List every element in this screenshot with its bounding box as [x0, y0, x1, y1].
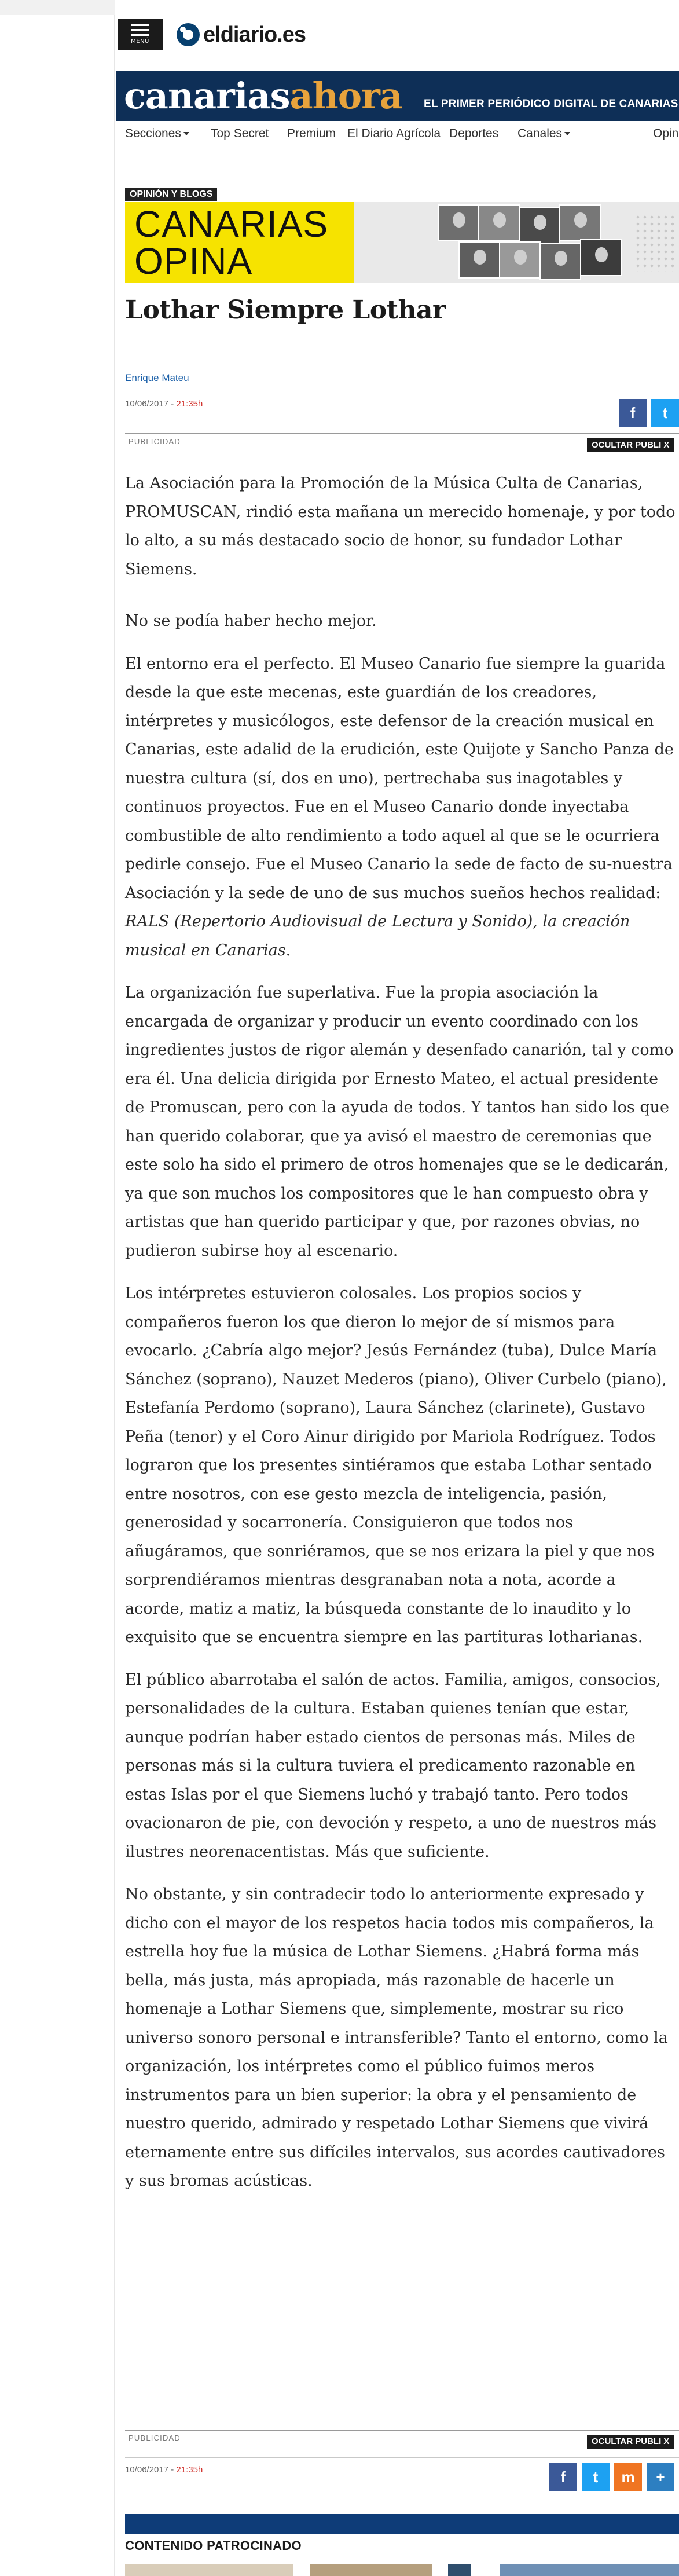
left-top-bar: [0, 0, 115, 15]
nav-item-opinion[interactable]: Opin: [653, 127, 679, 140]
left-gutter: [0, 0, 115, 2576]
nav-item-top-secret[interactable]: Top Secret: [211, 127, 269, 140]
meneame-share-button[interactable]: m: [614, 2463, 642, 2491]
banner-portraits: [438, 204, 623, 281]
menu-button[interactable]: [118, 19, 163, 50]
portrait-image: [499, 241, 541, 279]
sponsored-thumbnail[interactable]: [310, 2564, 432, 2576]
facebook-share-button[interactable]: f: [549, 2463, 577, 2491]
ad-label: PUBLICIDAD: [129, 2434, 181, 2442]
portrait-image: [580, 239, 622, 276]
ad-divider: [125, 433, 679, 434]
date-text: 10/06/2017 -: [125, 399, 177, 409]
sponsored-bar: [125, 2514, 679, 2534]
brand-logo-icon: [177, 23, 200, 46]
share-bar-top: [619, 399, 679, 427]
publish-date: [125, 2465, 203, 2475]
portrait-image: [539, 243, 581, 280]
section-label[interactable]: OPINIÓN Y BLOGS: [125, 188, 217, 201]
chevron-down-icon: [183, 132, 189, 135]
masthead[interactable]: [116, 71, 679, 121]
time-text: 21:35h: [176, 2465, 203, 2475]
opinion-banner[interactable]: [125, 202, 679, 283]
sponsored-thumbnails: [125, 2564, 679, 2576]
nav-item-label: Canales: [517, 127, 563, 140]
sponsored-thumbnail[interactable]: [448, 2564, 471, 2576]
article-paragraph: Los intérpretes estuvieron colosales. Los propios socios y compañeros fueron los que dieron lo mejor de sí mismos para evocarlo. ¿Cabría algo mejor? Jesús Fernández (tuba), Dulce María Sánchez (soprano), Nauzet Mederos (piano), Oliver Curbelo (piano), Estefanía Perdomo (soprano), Laura Sánchez (clarinete), Gustavo Peña (tenor) y el Coro Ainur dirigido por Mariola Rodríguez. Todos lograron que los presentes sintiéramos que estaba Lothar sentado entre nosotros, con ese gesto mezcla de inteligencia, pasión, generosidad y socarronería. Consiguieron que todos nos añugáramos, que sonriéramos, que se nos erizara la piel y que nos sorprendiéramos mientras desgranaban nota a nota, acorde a acorde, matiz a matiz, la búsqueda constante de lo inaudito y lo exquisito que se encuentra siempre en las partituras lotharianas.: [125, 1284, 667, 1646]
chevron-down-icon: [564, 132, 570, 135]
article-paragraph: El público abarrotaba el salón de actos. Familia, amigos, consocios, personalidades de la cultura. Estaban quienes tenían que estar, aunque podrían haber estado cientos de personas más. Miles de personas más si la cultura tuviera el predicamento razonable en estas Islas por el que Siemens luchó y trabajó tanto. Pero todos ovacionaron de pie, con devoción y respeto, a uno de nuestros más ilustres neorenacentistas. Más que suficiente.: [125, 1670, 661, 1861]
paragraph-text: El entorno era el perfecto. El Museo Canario fue siempre la guarida desde la que este mecenas, este guardián de los creadores, intérpretes y musicólogos, este defensor de la creación musical en Canarias, este adalid de la erudición, este Quijote y Sancho Panza de nuestra cultura (sí, dos en uno), pertrechaba sus inagotables y continuos proyectos. Fue en el Museo Canario donde inyectaba combustible de alto rendimiento a todo aquel al que se le ocurriera pedirle consejo. Fue el Museo Canario la sede de facto de su-nuestra Asociación y la sede de uno de sus muchos sueños hechos realidad:: [125, 654, 674, 902]
share-bar-bottom: [549, 2463, 674, 2491]
facebook-share-button[interactable]: f: [619, 399, 647, 427]
twitter-share-button[interactable]: t: [651, 399, 679, 427]
hide-ads-button[interactable]: OCULTAR PUBLI X: [587, 2435, 674, 2449]
banner-title-line1: CANARIAS: [134, 203, 329, 245]
page: [116, 0, 679, 2576]
more-share-button[interactable]: +: [647, 2463, 674, 2491]
masthead-tagline: EL PRIMER PERIÓDICO DIGITAL DE CANARIAS: [424, 98, 678, 110]
article-paragraph: La Asociación para la Promoción de la Música Culta de Canarias, PROMUSCAN, rindió esta mañana un merecido homenaje, y por todo lo alto, a su más destacado socio de honor, su fundador Lothar Siemens.: [125, 474, 676, 578]
hamburger-icon: [131, 24, 149, 36]
nav-item-premium[interactable]: Premium: [287, 127, 336, 140]
brand-logo[interactable]: [177, 22, 306, 47]
twitter-share-button[interactable]: t: [582, 2463, 610, 2491]
portrait-image: [438, 204, 479, 241]
sponsored-title: CONTENIDO PATROCINADO: [125, 2538, 302, 2553]
nav-item-label: Secciones: [125, 127, 181, 140]
portrait-image: [559, 204, 601, 241]
divider: [125, 2457, 679, 2458]
sponsored-thumbnail[interactable]: [125, 2564, 293, 2576]
author-link[interactable]: Enrique Mateu: [125, 372, 189, 383]
article-title: Lothar Siempre Lothar: [125, 295, 446, 325]
main-nav: [116, 121, 679, 145]
article-paragraph: [125, 650, 676, 965]
italic-reference: RALS (Repertorio Audiovisual de Lectura y Sonido), la creación musical en Canarias: [125, 913, 630, 959]
article-paragraph: No obstante, y sin contradecir todo lo anteriormente expresado y dicho con el mayor de los respetos hacia todos mis compañeros, la estrella hoy fue la música de Lothar Siemens. ¿Habrá forma más bella, más justa, más apropiada, más razonable de hacerle un homenaje a Lothar Siemens que, simplemente, mostrar su rico universo sonoro personal e intransferible? Tanto el entorno, como la organización, los intérpretes como el público fuimos meros instrumentos para un bien superior: la obra y el pensamiento de nuestro querido, admirado y respetado Lothar Siemens que vivirá eternamente entre sus difíciles intervalos, sus acordes cautivadores y sus bromas acústicas.: [125, 1885, 668, 2190]
masthead-logo-part2: ahora: [289, 75, 402, 117]
ad-divider: [125, 2430, 679, 2431]
portrait-image: [458, 241, 500, 279]
banner-title-line2: OPINA: [134, 240, 253, 282]
portrait-image: [519, 207, 560, 244]
article-body: [125, 469, 676, 2209]
menu-label: MENÚ: [131, 38, 149, 45]
banner-dot-pattern: [634, 214, 675, 272]
masthead-logo: [124, 75, 402, 117]
sponsored-thumbnail[interactable]: [500, 2564, 679, 2576]
masthead-logo-part1: canarias: [124, 75, 290, 117]
brand-name: eldiario.es: [203, 22, 306, 47]
time-text: 21:35h: [176, 399, 203, 409]
publish-date: [125, 399, 203, 409]
nav-item-secciones[interactable]: [125, 127, 189, 141]
nav-item-diario-agricola[interactable]: El Diario Agrícola: [347, 127, 441, 140]
portrait-image: [478, 204, 520, 241]
nav-item-canales[interactable]: [517, 127, 570, 141]
paragraph-end: .: [285, 941, 291, 959]
top-bar: [116, 15, 679, 52]
nav-item-deportes[interactable]: Deportes: [449, 127, 499, 140]
hide-ads-button[interactable]: OCULTAR PUBLI X: [587, 438, 674, 452]
ad-label: PUBLICIDAD: [129, 437, 181, 446]
article-paragraph: La organización fue superlativa. Fue la propia asociación la encargada de organizar y producir un evento coordinado con los ingredientes justos de rigor alemán y desenfado canarión, tal y como era él. Una delicia dirigida por Ernesto Mateo, el actual presidente de Promuscan, pero con la ayuda de todos. Y tantos han sido los que han querido colaborar, que ya avisó el maestro de ceremonias que este solo ha sido el primero de otros homenajes que se le dedicarán, ya que son muchos los compositores que le han compuesto obra y artistas que han querido participar y que, por razones obvias, no pudieron subirse hoy al escenario.: [125, 984, 674, 1260]
article-paragraph: No se podía haber hecho mejor.: [125, 612, 377, 630]
banner-title: [134, 203, 329, 282]
date-text: 10/06/2017 -: [125, 2465, 177, 2475]
